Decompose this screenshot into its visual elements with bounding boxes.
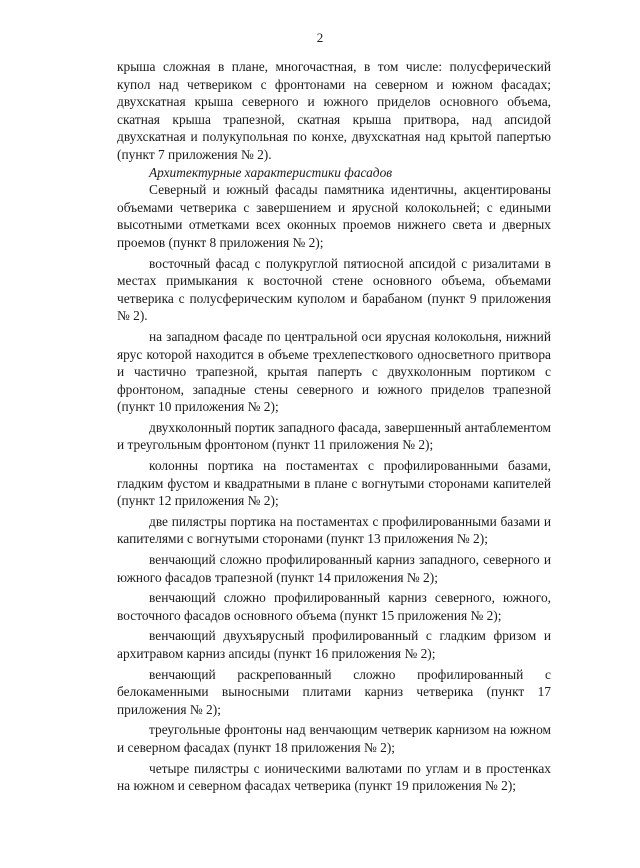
paragraph-north-south-facades: Северный и южный фасады памятника идентичны, акцентированы объемами четверика с завершением и ярусной колокольней; с едиными высотными отметками всех оконных проемов нижнего света и дверных проемов (пункт 8 приложения № 2);: [117, 182, 551, 250]
paragraph-portico: двухколонный портик западного фасада, завершенный антаблементом и треугольным фронтоном (пункт 11 приложения № 2);: [117, 419, 551, 453]
section-heading-facades: Архитектурные характеристики фасадов: [149, 164, 393, 180]
paragraph-cornice-quadrangle: венчающий раскрепованный сложно профилированный с белокаменными выносными плитами карниз четверика (пункт 17 приложения № 2);: [117, 666, 551, 717]
paragraph-east-facade: восточный фасад с полукруглой пятиосной апсидой с ризалитами в местах примыкания к восточной стене основного объема, объемами четверика с полусферическим куполом и барабаном (пункт 9 приложения № 2).: [117, 255, 551, 324]
paragraph-roof: крыша сложная в плане, многочастная, в том числе: полусферический купол над четвериком с фронтонами на северном и южном фасадах; двухскатная крыша северного и южного приделов основного объема, скатная крыша трапезной, скатная крыша притвора, над апсидой двухскатная и полукупольная по конхе, двухскатная над крытой папертью (пункт 7 приложения № 2).: [117, 59, 551, 162]
paragraph-west-facade: на западном фасаде по центральной оси ярусная колокольня, нижний ярус которой находится в объеме трехлепесткового односветного притвора и частично трапезной, крытая паперть с двухколонным портиком с фронтоном, западные стены северного и южного приделов трапезной (пункт 10 приложения № 2);: [117, 328, 551, 415]
paragraph-columns: колонны портика на постаментах с профилированными базами, гладким фустом и квадратными в плане с вогнутыми сторонами капителей (пункт 12 приложения № 2);: [117, 458, 551, 509]
paragraph-pilasters: две пилястры портика на постаментах с профилированными базами и капителями с вогнутыми сторонами (пункт 13 приложения № 2);: [117, 513, 551, 547]
paragraph-ionic-pilasters: четыре пилястры с ионическими валютами по углам и в простенках на южном и северном фасадах четверика (пункт 19 приложения № 2);: [117, 760, 551, 794]
page-number: 2: [316, 30, 324, 45]
paragraph-pediments: треугольные фронтоны над венчающим четверик карнизом на южном и северном фасадах (пункт 18 приложения № 2);: [117, 722, 551, 755]
paragraph-cornice-apse: венчающий двухъярусный профилированный с гладким фризом и архитравом карниз апсиды (пункт 16 приложения № 2);: [117, 628, 551, 661]
paragraph-cornice-refectory: венчающий сложно профилированный карниз западного, северного и южного фасадов трапезной (пункт 14 приложения № 2);: [117, 552, 551, 585]
paragraph-cornice-main: венчающий сложно профилированный карниз северного, южного, восточного фасадов основного объема (пункт 15 приложения № 2);: [117, 590, 551, 623]
document-body: [117, 58, 551, 795]
